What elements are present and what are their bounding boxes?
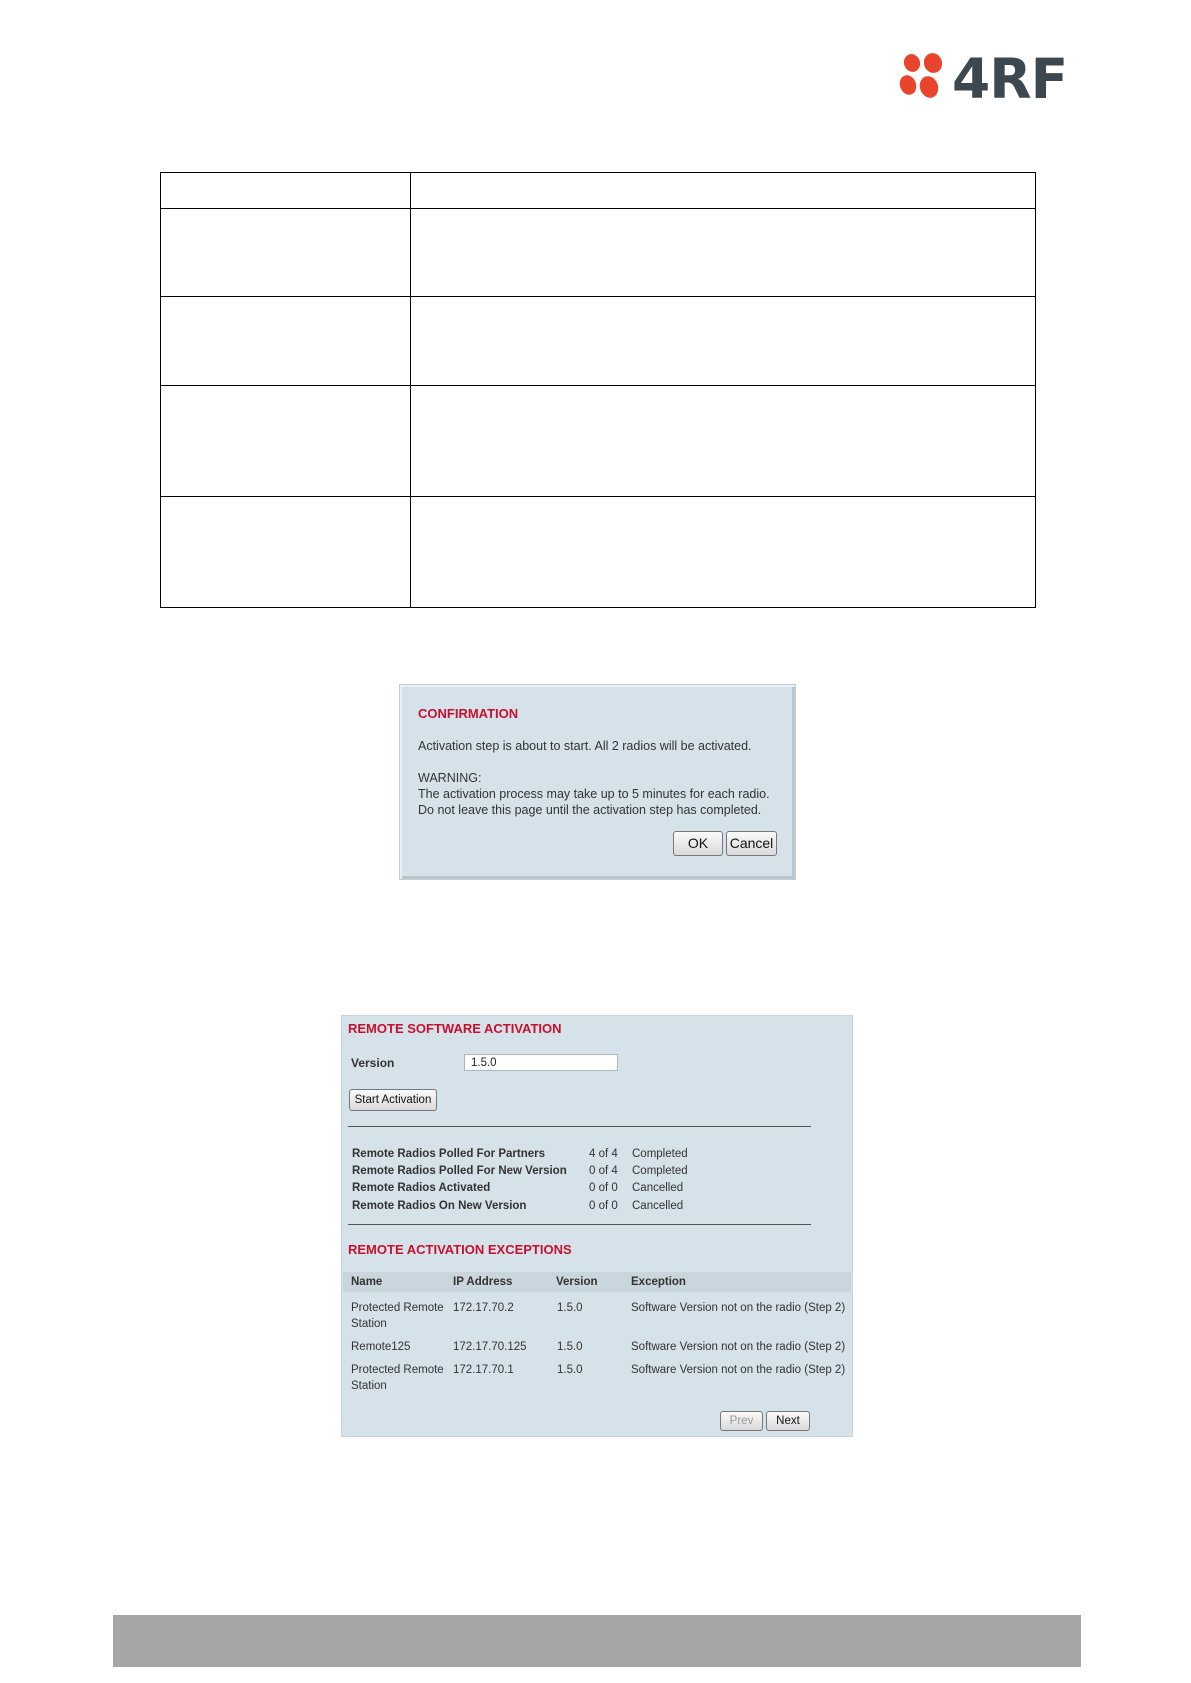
exception-version: 1.5.0 bbox=[557, 1341, 583, 1353]
table-cell bbox=[161, 497, 411, 608]
status-label: Remote Radios Polled For New Version bbox=[352, 1165, 567, 1177]
cancel-button[interactable]: Cancel bbox=[726, 831, 777, 856]
table-cell bbox=[161, 209, 411, 297]
table-cell bbox=[161, 386, 411, 497]
status-row bbox=[352, 1148, 842, 1165]
logo-wordmark: 4RF bbox=[952, 47, 1068, 111]
status-label: Remote Radios Activated bbox=[352, 1182, 491, 1194]
exception-name: Protected Remote Station bbox=[351, 1364, 444, 1392]
column-header-name: Name bbox=[351, 1276, 383, 1288]
status-row bbox=[352, 1182, 842, 1199]
logo-dots-icon bbox=[898, 52, 950, 102]
table-cell bbox=[161, 173, 411, 209]
table-row bbox=[161, 173, 1036, 209]
footer-bar bbox=[113, 1615, 1081, 1667]
confirmation-dialog bbox=[399, 684, 796, 880]
status-count: 4 of 4 bbox=[589, 1148, 618, 1160]
status-count: 0 of 0 bbox=[589, 1182, 618, 1194]
status-state: Completed bbox=[632, 1148, 688, 1160]
table-cell bbox=[411, 497, 1036, 608]
dialog-warning bbox=[418, 770, 770, 818]
exception-text: Software Version not on the radio (Step 2) bbox=[631, 1302, 846, 1314]
version-label: Version bbox=[351, 1056, 395, 1070]
prev-button[interactable]: Prev bbox=[720, 1411, 763, 1431]
exception-version: 1.5.0 bbox=[557, 1364, 583, 1376]
dialog-message: Activation step is about to start. All 2 radios will be activated. bbox=[418, 739, 752, 753]
table-row bbox=[161, 497, 1036, 608]
exception-version: 1.5.0 bbox=[557, 1302, 583, 1314]
status-row bbox=[352, 1165, 842, 1182]
exception-ip: 172.17.70.125 bbox=[453, 1341, 527, 1353]
exception-ip: 172.17.70.1 bbox=[453, 1364, 514, 1376]
divider bbox=[348, 1224, 811, 1225]
brand-logo bbox=[898, 47, 1073, 111]
table-cell bbox=[411, 173, 1036, 209]
start-activation-button[interactable]: Start Activation bbox=[349, 1089, 437, 1111]
dialog-title: CONFIRMATION bbox=[418, 706, 519, 721]
status-row bbox=[352, 1200, 842, 1217]
remote-activation-panel bbox=[341, 1015, 853, 1437]
ok-button[interactable]: OK bbox=[673, 831, 723, 856]
status-state: Cancelled bbox=[632, 1182, 684, 1194]
exception-ip: 172.17.70.2 bbox=[453, 1302, 514, 1314]
table-row bbox=[161, 297, 1036, 386]
table-row bbox=[161, 386, 1036, 497]
next-button[interactable]: Next bbox=[766, 1411, 810, 1431]
warning-label: WARNING: bbox=[418, 771, 482, 785]
status-label: Remote Radios On New Version bbox=[352, 1200, 527, 1212]
panel-title: REMOTE SOFTWARE ACTIVATION bbox=[348, 1021, 562, 1036]
exception-name: Protected Remote Station bbox=[351, 1302, 444, 1330]
table-cell bbox=[411, 209, 1036, 297]
warning-line-1: The activation process may take up to 5 minutes for each radio. bbox=[418, 787, 770, 801]
column-header-ip: IP Address bbox=[453, 1276, 513, 1288]
status-count: 0 of 4 bbox=[589, 1165, 618, 1177]
exceptions-header bbox=[343, 1272, 851, 1292]
exception-name: Remote125 bbox=[351, 1341, 411, 1353]
exception-text: Software Version not on the radio (Step 2) bbox=[631, 1364, 846, 1376]
divider bbox=[348, 1126, 811, 1127]
table-cell bbox=[161, 297, 411, 386]
column-header-exception: Exception bbox=[631, 1276, 686, 1288]
exceptions-title: REMOTE ACTIVATION EXCEPTIONS bbox=[348, 1242, 572, 1257]
table-cell bbox=[411, 297, 1036, 386]
status-count: 0 of 0 bbox=[589, 1200, 618, 1212]
version-field[interactable] bbox=[464, 1054, 618, 1071]
status-state: Cancelled bbox=[632, 1200, 684, 1212]
column-header-version: Version bbox=[556, 1276, 598, 1288]
exception-text: Software Version not on the radio (Step 2) bbox=[631, 1341, 846, 1353]
status-label: Remote Radios Polled For Partners bbox=[352, 1148, 545, 1160]
status-state: Completed bbox=[632, 1165, 688, 1177]
table-cell bbox=[411, 386, 1036, 497]
warning-line-2: Do not leave this page until the activation step has completed. bbox=[418, 803, 762, 817]
table-row bbox=[161, 209, 1036, 297]
info-table bbox=[160, 172, 1036, 608]
